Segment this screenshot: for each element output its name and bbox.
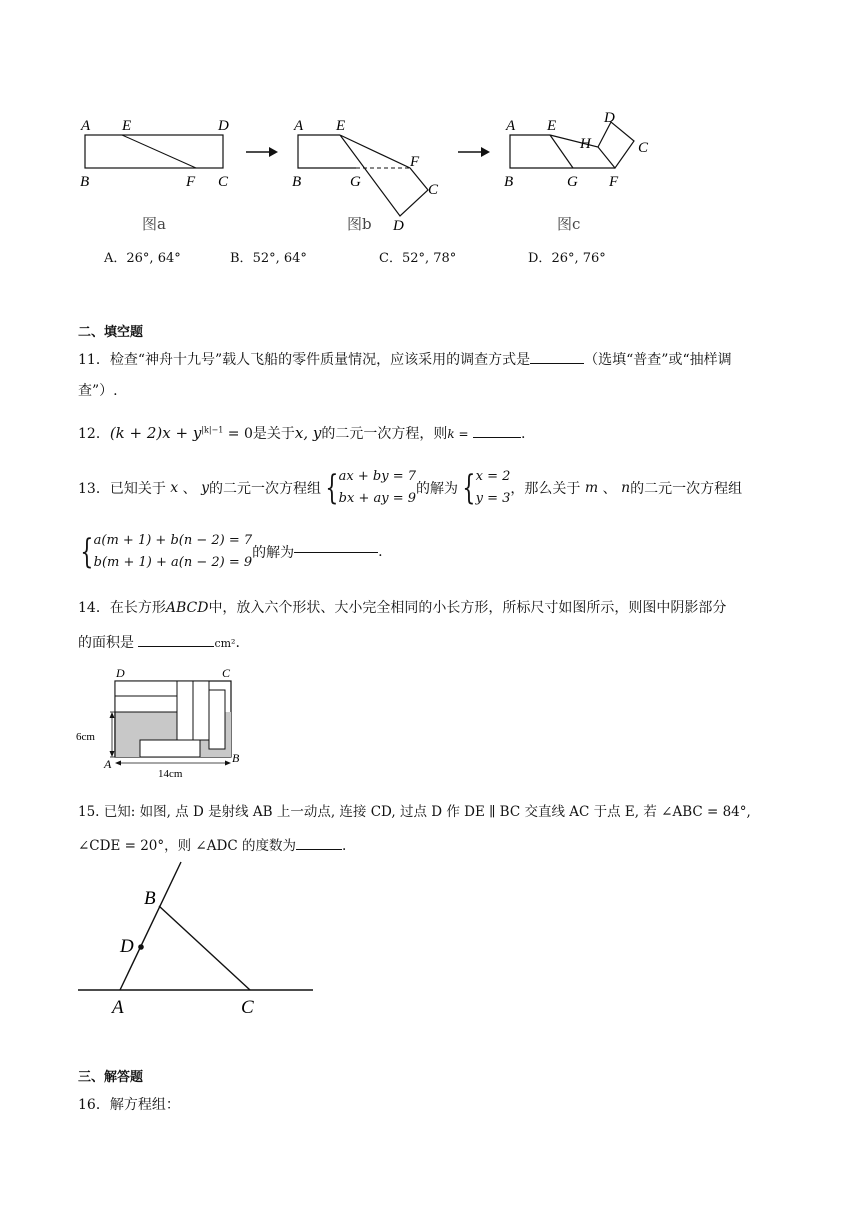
q14-text-b: 中，放入六个形状、大小完全相同的小长方形，所标尺寸如图所示，则图中阴影部分 [208,600,727,616]
fig-a-label-F: F [186,174,196,190]
fig-c-label-C: C [638,140,649,156]
fig-b-label-F: F [410,154,420,170]
q14-answer-blank[interactable] [138,646,214,647]
option-letter: A． [104,251,127,266]
q15-label-C: C [241,997,254,1018]
q13-sol-x: x = 2 [475,469,511,484]
q10-option-b [230,247,307,266]
q12-k: k = [447,427,469,441]
figure-a [80,118,229,190]
fig-a-label-B: B [80,174,90,190]
option-letter: B． [230,251,253,266]
q13-sys1-eq2: bx + ay = 9 [338,491,416,506]
q12-end: . [520,426,526,442]
q15-answer-blank[interactable] [296,849,342,850]
option-text: 52°, 78° [401,251,457,266]
q12-tail: 的二元一次方程，则 [321,426,448,442]
q15-label-B: B [144,888,156,909]
q14-label-C: C [222,666,231,680]
option-text: 26°, 76° [551,251,606,266]
fig-b-caption: 图b [347,215,372,233]
q13-solution [476,466,511,510]
q13-sep: 、 [182,481,197,497]
fig-c-label-D: D [604,110,615,126]
arrow-right-icon [458,147,490,157]
option-letter: C． [379,251,402,266]
fig-a-caption: 图a [142,215,166,233]
q14-width-label: 14cm [158,768,183,780]
fig-a-label-A: A [81,118,91,134]
q15-label-D: D [120,936,134,957]
q15-text: ∠CDE = 20°，则 ∠ADC 的度数为 [78,838,296,854]
fig-a-label-C: C [218,174,229,190]
arrow-right-icon [246,147,278,157]
q13-tail: 的解为 [252,545,295,561]
q12-line [78,423,525,443]
figure-c [504,110,649,190]
q14-line2 [78,632,240,652]
q14-abcd: ABCD [165,600,209,616]
q11-text: 11．检查“神舟十九号”载人飞船的零件质量情况，应该采用的调查方式是 [78,352,531,368]
q13-system1 [339,466,416,510]
q10-option-d [528,247,606,266]
option-letter: D． [528,251,552,266]
fig-b-label-D: D [393,218,404,234]
q13-mid4: 的二元一次方程组 [630,481,743,497]
fig-a-label-E: E [122,118,132,134]
q12-equals: = 0 [223,426,253,442]
brace-icon: { [325,468,339,508]
q14-label-A: A [104,757,112,771]
q13-mid2: 的解为 [416,481,458,497]
q13-sys2-eq1: a(m + 1) + b(n − 2) = 7 [93,533,253,548]
q10-option-c [379,247,456,266]
q12-exponent: |k|−1 [201,425,224,435]
option-text: 26°, 64° [126,251,181,266]
q12-mid: 是关于 [252,426,295,442]
q13-line1 [78,463,742,513]
section-heading-fill-in: 二、填空题 [78,325,144,340]
q13-var-m: m [584,480,599,496]
fig-a-label-D: D [218,118,229,134]
q13-var-y: y [201,480,210,496]
section-heading-solve: 三、解答题 [78,1070,144,1085]
q13-mid: 的二元一次方程组 [209,481,322,497]
fig-b-label-C: C [428,182,439,198]
q14-text: 的面积是 [78,635,134,651]
fig-b-label-E: E [336,118,346,134]
fig-b-label-A: A [294,118,304,134]
q12-answer-blank[interactable] [473,437,521,438]
q13-sep2: 、 [602,481,617,497]
fig-c-caption: 图c [557,215,581,233]
q10-option-a [104,247,181,266]
q15-triangle-figure [70,858,330,1020]
option-text: 52°, 64° [252,251,307,266]
q14-label-B: B [232,751,240,765]
q13-line2 [76,527,383,577]
fig-b-label-G: G [350,174,361,190]
q16-line: 16．解方程组： [78,1097,180,1113]
brace-icon: { [462,468,476,508]
q13-system2 [94,530,253,574]
q15-line2 [78,834,346,854]
q14-unit: cm² [214,637,236,650]
q13-number: 13．已知关于 [78,481,166,497]
brace-icon: { [80,532,94,572]
fig-c-label-H: H [580,136,591,152]
q14-end: . [235,635,240,651]
q14-line1 [78,597,726,617]
q11-answer-blank[interactable] [530,363,584,364]
q13-sys1-eq1: ax + by = 7 [338,469,416,484]
q13-var-n: n [621,480,631,496]
fig-c-label-A: A [506,118,516,134]
q14-label-D: D [116,666,125,680]
q15-line1: 15. 已知: 如图, 点 D 是射线 AB 上一动点, 连接 CD, 过点 D 作 DE ∥ BC 交直线 AC 于点 E, 若 ∠ABC = 84°, [78,804,751,820]
q11-text-tail: （选填“普查”或“抽样调 [584,352,732,368]
q11-line2: 查”）. [78,383,118,399]
q13-sol-y: y = 3 [475,491,511,506]
fig-c-label-G: G [567,174,578,190]
q12-vars: x, y [294,424,322,442]
q13-answer-blank[interactable] [294,552,378,553]
fig-c-label-F: F [609,174,619,190]
fig-c-label-B: B [504,174,514,190]
q13-end: . [378,544,383,560]
q13-sys2-eq2: b(m + 1) + a(n − 2) = 9 [93,555,253,570]
q14-text-a: 14．在长方形 [78,600,166,616]
q14-height-label: 6cm [76,731,95,743]
fig-c-label-E: E [547,118,557,134]
q12-expression: (k + 2)x + y [109,424,202,442]
fig-b-label-B: B [292,174,302,190]
q11-line1 [78,349,732,369]
q15-label-A: A [112,997,124,1018]
q12-number: 12． [78,426,110,442]
q13-mid3: ，那么关于 [510,481,581,497]
q13-var-x: x [170,480,179,496]
q15-end: . [341,838,347,854]
q14-rectangle-figure [74,664,254,780]
